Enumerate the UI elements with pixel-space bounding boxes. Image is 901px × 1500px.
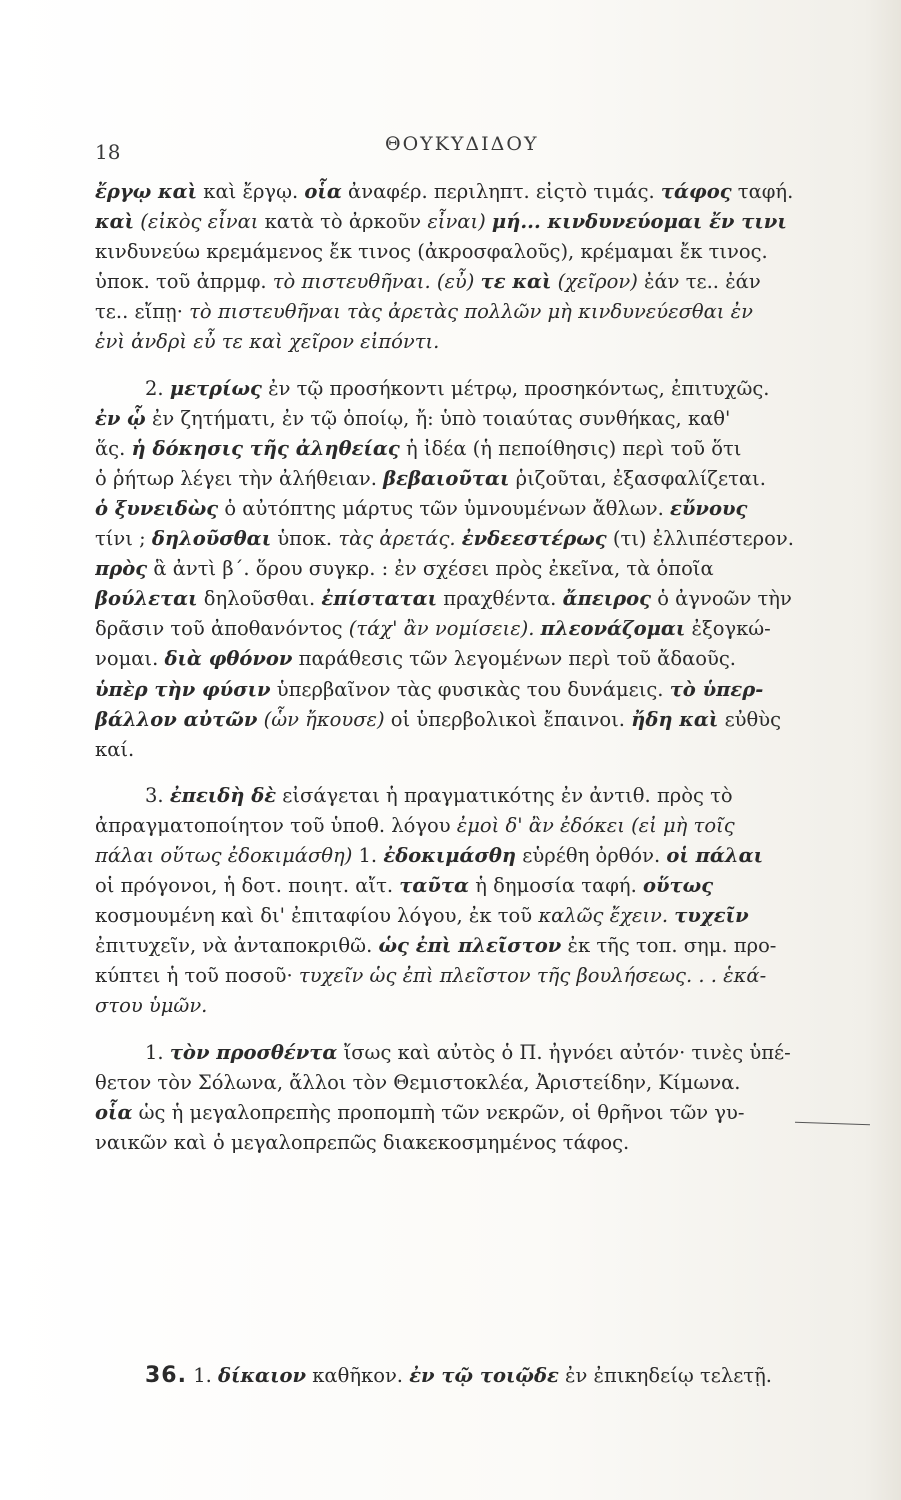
text-line: ἑνὶ ἀνδρὶ εὖ τε καὶ χεῖρον εἰπόντι. [95,330,440,354]
text-line: βούλεται δηλοῦσθαι. ἐπίσταται πραχθέντα. ἄπειρος ὁ ἀγνοῶν τὴν [95,587,792,611]
text-line: ἅς. ἡ δόκησις τῆς ἀληθείας ἡ ἰδέα (ἡ πεποίθησις) περὶ τοῦ ὅτι [95,436,742,460]
text-line: πάλαι οὕτως ἐδοκιμάσθη) 1. ἐδοκιμάσθη εὑρέθη ὀρθόν. οἱ πάλαι [95,843,764,867]
page-number: 18 [95,140,121,164]
text-line: στου ὑμῶν. [95,994,208,1018]
text-line: βάλλον αὐτῶν (ὧν ἤκουσε) οἱ ὑπερβολικοὶ ἔπαινοι. ἤδη καὶ εὐθὺς [95,707,782,731]
text-line: ὁ ῥήτωρ λέγει τὴν ἀλήθειαν. βεβαιοῦται ῥιζοῦται, ἐξασφαλίζεται. [95,466,766,490]
chapter-heading [145,1363,772,1388]
text-line: ἔργῳ καὶ καὶ ἔργῳ. οἷα ἀναφέρ. περιληπτ. εἰςτὸ τιμάς. τάφος ταφή. [95,180,794,203]
text-line: ἐπιτυχεῖν, νὰ ἀνταποκριθῶ. ὡς ἐπὶ πλεῖστον ἐκ τῆς τοπ. σημ. προ- [95,934,777,958]
text-line: οἷα ὡς ἡ μεγαλοπρεπὴς προπομπὴ τῶν νεκρῶν, οἱ θρῆνοι τῶν γυ- [95,1100,745,1124]
commentary-text [95,177,855,1158]
text-line: ὑπὲρ τὴν φύσιν ὑπερβαῖνον τὰς φυσικὰς του δυνάμεις. τὸ ὑπερ- [95,677,764,701]
text-line: καί. [95,737,135,761]
text-line: τε.. εἴπῃ· τὸ πιστευθῆναι τὰς ἀρετὰς πολλῶν μὴ κινδυνεύεσθαι ἐν [95,300,753,324]
text-line: ὑποκ. τοῦ ἀπρμφ. τὸ πιστευθῆναι. (εὖ) τε καὶ (χεῖρον) ἐάν τε.. ἐάν [95,270,761,294]
text-line: θετον τὸν Σόλωνα, ἄλλοι τὸν Θεμιστοκλέα, Ἀριστείδην, Κίμωνα. [95,1070,741,1094]
text-line: τίνι ; δηλοῦσθαι ὑποκ. τὰς ἀρετάς. ἐνδεεστέρως (τι) ἐλλιπέστερον. [95,527,794,551]
text-line: ναικῶν καὶ ὁ μεγαλοπρεπῶς διακεκοσμημένος τάφος. [95,1130,630,1154]
paragraph-start: 2. μετρίως ἐν τῷ προσήκοντι μέτρῳ, προσηκόντως, ἐπιτυχῶς. [145,376,770,400]
text-line: νομαι. διὰ φθόνον παράθεσις τῶν λεγομένων περὶ τοῦ ἄδαοῦς. [95,647,736,671]
running-head: ΘΟΥΚΥΔΙΔΟΥ [385,133,539,155]
text-line: πρὸς ἃ ἀντὶ β΄. ὅρου συγκρ. : ἐν σχέσει πρὸς ἐκεῖνα, τὰ ὁποῖα [95,557,714,581]
text-line: καὶ (εἰκὸς εἶναι κατὰ τὸ ἀρκοῦν εἶναι) μή... κινδυνεύομαι ἔν τινι [95,210,787,234]
text-line: ὁ ξυνειδὼς ὁ αὐτόπτης μάρτυς τῶν ὑμνουμένων ἄθλων. εὔνους [95,496,748,520]
text-line: κύπτει ἡ τοῦ ποσοῦ· τυχεῖν ὡς ἐπὶ πλεῖστον τῆς βουλήσεως. . . ἑκά- [95,964,767,988]
chapter-number: 36. [145,1363,187,1388]
text-line: κοσμουμένη καὶ δι' ἐπιταφίου λόγου, ἐκ τοῦ καλῶς ἔχειν. τυχεῖν [95,904,749,928]
paragraph-start: 3. ἐπειδὴ δὲ εἰσάγεται ἡ πραγματικότης ἐν ἀντιθ. πρὸς τὸ [145,783,733,807]
text-line: δρᾶσιν τοῦ ἀποθανόντος (τάχ' ἂν νομίσειε). πλεονάζομαι ἐξογκώ- [95,617,771,641]
text-line: ἀπραγματοποίητον τοῦ ὑποθ. λόγου ἐμοὶ δ' ἂν ἐδόκει (εἰ μὴ τοῖς [95,813,735,837]
paragraph-start: 1. τὸν προσθέντα ἴσως καὶ αὐτὸς ὁ Π. ἠγνόει αὐτόν· τινὲς ὑπέ- [145,1040,791,1064]
text-line: οἱ πρόγονοι, ἡ δοτ. ποιητ. αἴτ. ταῦτα ἡ δημοσία ταφή. οὕτως [95,874,714,898]
text-line: ἐν ᾧ ἐν ζητήματι, ἐν τῷ ὁποίῳ, ἤ: ὑπὸ τοιαύτας συνθήκας, καθ' [95,406,731,430]
chapter-text: 1. δίκαιον καθῆκον. ἐν τῷ τοιῷδε ἐν ἐπικηδείῳ τελετῇ. [193,1364,772,1387]
text-line: κινδυνεύω κρεμάμενος ἔκ τινος (ἀκροσφαλοῦς), κρέμαμαι ἔκ τινος. [95,240,768,264]
